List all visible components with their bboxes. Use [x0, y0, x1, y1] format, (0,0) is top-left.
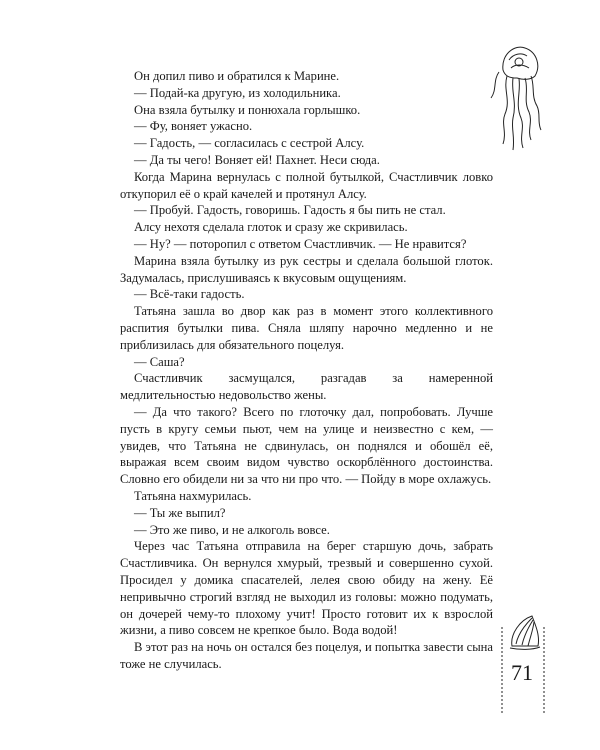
paragraph: — Всё-таки гадость.: [134, 287, 245, 302]
paragraph: — Пробуй. Гадость, говоришь. Гадость я бы пить не стал.: [134, 203, 446, 218]
paragraph: В этот раз на ночь он остался без поцелуя, и попытка завести сына тоже не случилась.: [120, 640, 493, 671]
paragraph: Когда Марина вернулась с полной бутылкой, Счастливчик ловко откупорил её о край качелей и протянул Алсу.: [120, 169, 493, 201]
paragraph: — Ну? — поторопил с ответом Счастливчик. — Не нравится?: [134, 236, 467, 251]
paragraph: Татьяна зашла во двор как раз в момент этого коллективного распития бутылки пива. Сняла шляпу нарочно медленно и не приблизилась для обязательного поцелуя.: [120, 304, 493, 352]
paragraph: — Гадость, — согласилась с сестрой Алсу.: [134, 136, 365, 151]
page-number: 71: [511, 660, 533, 685]
paragraph: Счастливчик засмущался, разгадав за намеренной медлительностью недовольство жены.: [120, 371, 493, 403]
paragraph: — Да что такого? Всего по глоточку дал, попробовать. Лучше пусть в кругу семьи пьют, чем на улице и неизвестно с кем, — увидев, что Татьяна не сдвинулась, он поднялся и обошёл её, выражая всем своим видом чувство оскорблённого достоинства. Словно его обидели ни за что ни про что. — Пойду в море охлажусь.: [120, 404, 493, 487]
paragraph: Алсу нехотя сделала глоток и сразу же скривилась.: [134, 220, 408, 235]
paragraph: — Это же пиво, и не алкоголь вовсе.: [134, 522, 330, 537]
paragraph: — Ты же выпил?: [134, 505, 226, 520]
paragraph: — Саша?: [134, 354, 185, 369]
jellyfish-icon: [485, 40, 547, 152]
paragraph: Через час Татьяна отправила на берег старшую дочь, забрать Счастливчика. Он вернулся хмурый, трезвый и совершенно сухой. Просидел у домика спасателей, лелея свою обиду на жену. Её непривычно строгий взгляд не выходил из головы: можно подумать, он дочерей чему-то плохому учит! Просто готовит их к взрослой жизни, а пиво совсем не крепкое было. Вода водой!: [120, 539, 493, 638]
paragraph: Татьяна нахмурилась.: [134, 488, 252, 503]
paragraph: — Да ты чего! Воняет ей! Пахнет. Неси сюда.: [134, 152, 380, 167]
seashell-icon: [506, 612, 544, 652]
paragraph: — Фу, воняет ужасно.: [134, 119, 253, 134]
paragraph: Он допил пиво и обратился к Марине.: [134, 69, 340, 83]
text-block: [120, 68, 493, 673]
paragraph: Она взяла бутылку и понюхала горлышко.: [134, 102, 361, 117]
paragraph: Марина взяла бутылку из рук сестры и сделала большой глоток. Задумалась, прислушиваясь к вкусовым ощущениям.: [120, 253, 493, 285]
paragraph: — Подай-ка другую, из холодильника.: [134, 85, 341, 100]
